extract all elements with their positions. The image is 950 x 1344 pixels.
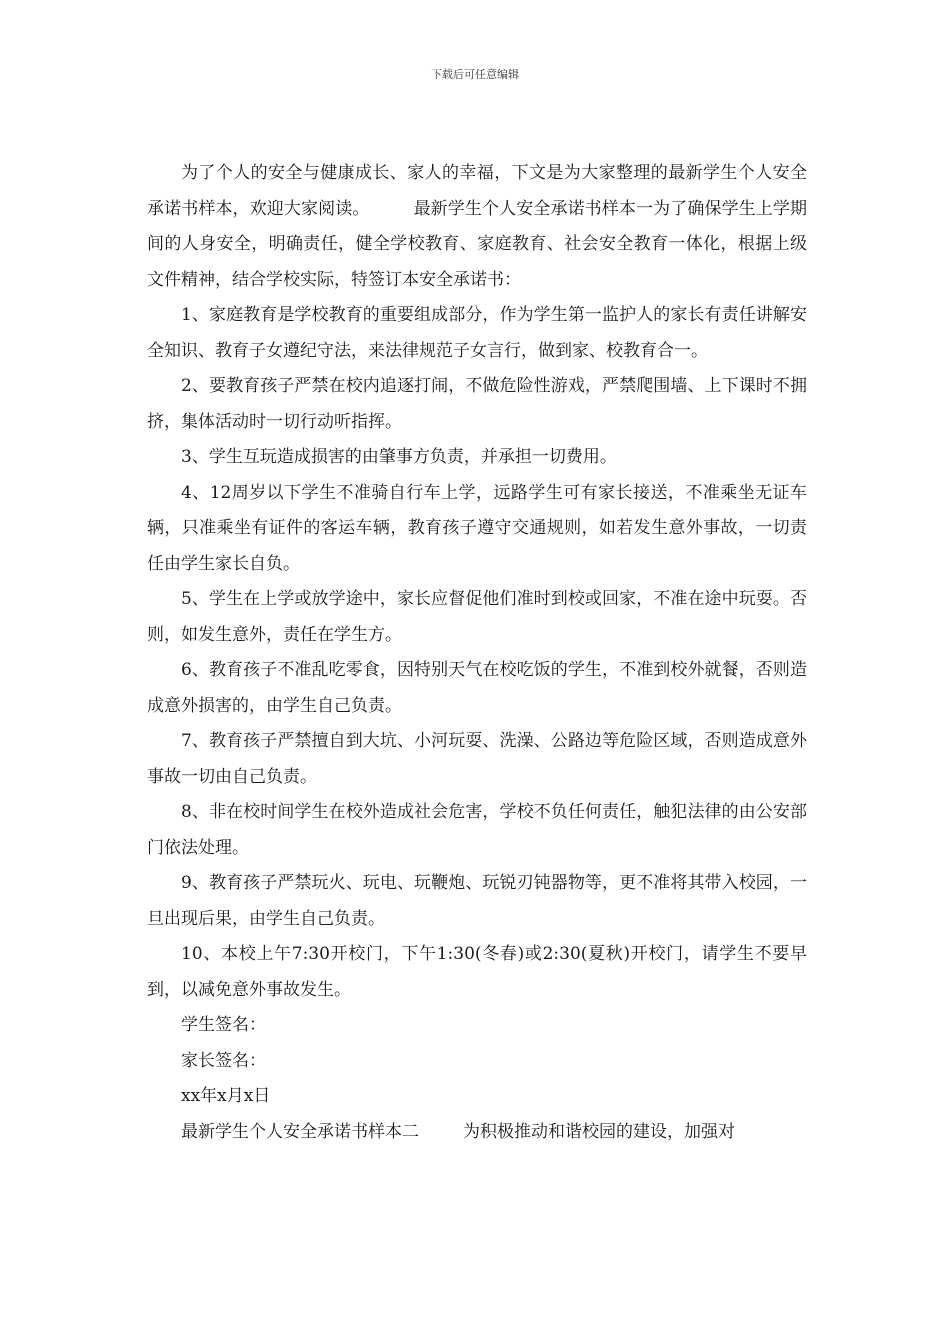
item-3: 3、学生互玩造成损害的由肇事方负责，并承担一切费用。 bbox=[181, 447, 617, 467]
sample2-start: 为积极推动和谐校园的建设，加强对 bbox=[463, 1121, 735, 1142]
sample2-paragraph bbox=[147, 1115, 807, 1151]
date-line: xx年x月x日 bbox=[181, 1086, 271, 1106]
item-8: 8、非在校时间学生在校外造成社会危害，学校不负任何责任，触犯法律的由公安部门依法处理。 bbox=[147, 802, 807, 858]
sample1-preamble: 为了确保学生上学期间的人身安全，明确责任，健全学校教育、家庭教育、社会安全教育一体化，根据上级文件精神，结合学校实际，特签订本安全承诺书： bbox=[147, 198, 808, 290]
item-10: 10、本校上午7:30开校门，下午1:30(冬春)或2:30(夏秋)开校门，请学生不要早到，以减免意外事故发生。 bbox=[147, 944, 807, 1000]
document-body bbox=[147, 156, 807, 1150]
item-1: 1、家庭教育是学校教育的重要组成部分，作为学生第一监护人的家长有责任讲解安全知识、教育子女遵纪守法，来法律规范子女言行，做到家、校教育合一。 bbox=[147, 305, 807, 361]
parent-signature-line: 家长签名： bbox=[181, 1050, 266, 1071]
item-2: 2、要教育孩子严禁在校内追逐打闹，不做危险性游戏，严禁爬围墙、上下课时不拥挤，集体活动时一切行动听指挥。 bbox=[147, 376, 807, 432]
item-5: 5、学生在上学或放学途中，家长应督促他们准时到校或回家，不准在途中玩耍。否则，如发生意外，责任在学生方。 bbox=[147, 589, 807, 645]
intro-text: 为了个人的安全与健康成长、家人的幸福，下文是为大家整理的最新学生个人安全承诺书样本，欢迎大家阅读。 bbox=[147, 163, 807, 219]
item-7: 7、教育孩子严禁擅自到大坑、小河玩耍、洗澡、公路边等危险区域，否则造成意外事故一切由自己负责。 bbox=[147, 731, 807, 787]
item-6: 6、教育孩子不准乱吃零食，因特别天气在校吃饭的学生，不准到校外就餐，否则造成意外损害的，由学生自己负责。 bbox=[147, 660, 807, 716]
intro-paragraph bbox=[147, 156, 807, 298]
sample1-title: 最新学生个人安全承诺书样本一 bbox=[413, 198, 654, 219]
page-header-note: 下载后可任意编辑 bbox=[431, 68, 519, 81]
item-4: 4、12周岁以下学生不准骑自行车上学，远路学生可有家长接送，不准乘坐无证车辆，只准乘坐有证件的客运车辆，教育孩子遵守交通规则，如若发生意外事故，一切责任由学生家长自负。 bbox=[147, 482, 807, 574]
student-signature-line: 学生签名： bbox=[181, 1015, 266, 1035]
sample2-title: 最新学生个人安全承诺书样本二 bbox=[181, 1121, 419, 1142]
item-9: 9、教育孩子严禁玩火、玩电、玩鞭炮、玩锐刃钝器物等，更不准将其带入校园，一旦出现后果，由学生自己负责。 bbox=[147, 873, 807, 929]
